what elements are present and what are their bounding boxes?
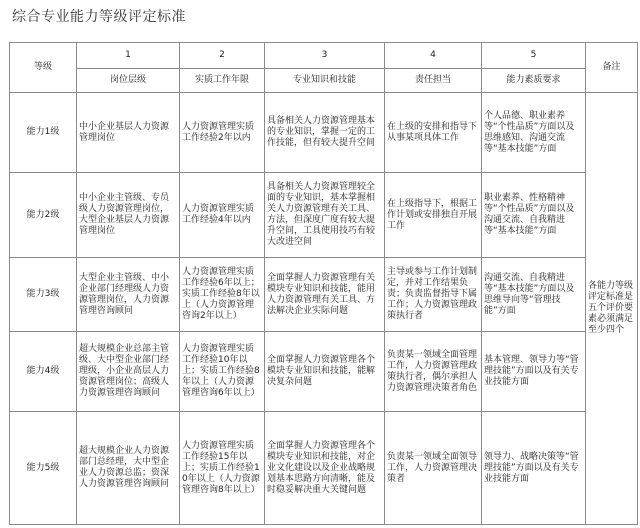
years-cell: 人力资源管理实质工作经验10年以上；实质工作经验8年以上（人力资源管理咨询6年以上） <box>180 332 265 412</box>
years-cell: 人力资源管理实质工作经验6年以上；实质工作经验8年以上（人力资源管理咨询2年以上） <box>180 258 265 332</box>
standards-table <box>9 42 638 525</box>
column-header-competency: 能力素质要求 <box>482 69 586 93</box>
competency-cell: 基本管理、领导力等“管理技能”方面以及有关专业技能方面 <box>482 332 586 412</box>
skills-cell: 全面掌握人力资源管理有关模块专业知识和技能，能用人力资源管理有关工具、方法解决企业实际问题 <box>265 258 385 332</box>
column-number-2: 2 <box>180 43 265 69</box>
competency-cell: 职业素养、性格精神等“个性品质”方面以及沟通交流、自我精进等“基本技能”方面 <box>482 173 586 258</box>
years-cell: 人力资源管理实质工作经验4年以内 <box>180 173 265 258</box>
page-title: 综合专业能力等级评定标准 <box>12 9 186 25</box>
column-number-3: 3 <box>265 43 385 69</box>
responsibility-cell: 负责某一领域全面领导工作，人力资源管理决策者 <box>385 412 482 525</box>
column-number-5: 5 <box>482 43 586 69</box>
level-cell: 能力5级 <box>10 412 77 525</box>
skills-cell: 具备相关人力资源管理较全面的专业知识，基本掌握相关人力资源管理有关工具、方法，但深度广度有较大提升空间，工具使用技巧有较大改进空间 <box>265 173 385 258</box>
note-cell: 各能力等级评定标准是五个评价要素必须满足至少四个 <box>586 93 638 525</box>
column-number-4: 4 <box>385 43 482 69</box>
skills-cell: 具备相关人力资源管理基本的专业知识，掌握一定的工作技能，但有较大提升空间 <box>265 93 385 173</box>
level-cell: 能力3级 <box>10 258 77 332</box>
column-header-position: 岗位层级 <box>77 69 180 93</box>
note-header: 备注 <box>586 43 638 93</box>
responsibility-cell: 主导或参与工作计划制定，并对工作结果负责；负责监督指导下属工作；人力资源管理政策执行者 <box>385 258 482 332</box>
header-row-numbers <box>10 43 638 69</box>
years-cell: 人力资源管理实质工作经验15年以上；实质工作经验10年以上（人力资源管理咨询8年以上） <box>180 412 265 525</box>
level-cell: 能力2级 <box>10 173 77 258</box>
skills-cell: 全面掌握人力资源管理各个模块专业知识和技能，能解决复杂问题 <box>265 332 385 412</box>
column-header-responsibility: 责任担当 <box>385 69 482 93</box>
column-header-skills: 专业知识和技能 <box>265 69 385 93</box>
position-cell: 超大规模企业人力资源部门总经理，大中型企业人力资源总监；资深人力资源管理咨询顾问 <box>77 412 180 525</box>
level-cell: 能力1级 <box>10 93 77 173</box>
level-header: 等级 <box>10 43 77 93</box>
responsibility-cell: 在上级指导下，根据工作计划或安排独自开展工作 <box>385 173 482 258</box>
competency-cell: 沟通交流、自我精进等“基本技能”方面以及思维导向等“管理技能”方面 <box>482 258 586 332</box>
table-row <box>10 173 638 258</box>
level-cell: 能力4级 <box>10 332 77 412</box>
position-cell: 中小企业主管级、专员级人力资源管理岗位，大型企业基层人力资源管理岗位 <box>77 173 180 258</box>
competency-cell: 个人品德、职业素养等“个性品质”方面以及思维感知、沟通交流等“基本技能”方面 <box>482 93 586 173</box>
table-row <box>10 412 638 525</box>
responsibility-cell: 在上级的安排和指导下从事某项具体工作 <box>385 93 482 173</box>
position-cell: 超大规模企业总部主管级、大中型企业部门经理级，小企业高层人力资源管理岗位；高级人力资源管理咨询顾问 <box>77 332 180 412</box>
column-header-years: 实质工作年限 <box>180 69 265 93</box>
skills-cell: 全面掌握人力资源管理各个模块专业知识和技能，对企业文化建设以及企业战略规划基本思路方向清晰，能及时稳妥解决重大关键问题 <box>265 412 385 525</box>
responsibility-cell: 负责某一领域全面管理工作，人力资源管理政策执行者，偶尔承担人力资源管理决策者角色 <box>385 332 482 412</box>
column-number-1: 1 <box>77 43 180 69</box>
table-row <box>10 258 638 332</box>
years-cell: 人力资源管理实质工作经验2年以内 <box>180 93 265 173</box>
table-row <box>10 93 638 173</box>
header-row-labels <box>10 69 638 93</box>
position-cell: 中小企业基层人力资源管理岗位 <box>77 93 180 173</box>
table-row <box>10 332 638 412</box>
competency-cell: 领导力、战略决策等“管理技能”方面以及有关专业技能方面 <box>482 412 586 525</box>
position-cell: 大型企业主管级、中小企业部门经理级人力资源管理岗位，人力资源管理咨询顾问 <box>77 258 180 332</box>
